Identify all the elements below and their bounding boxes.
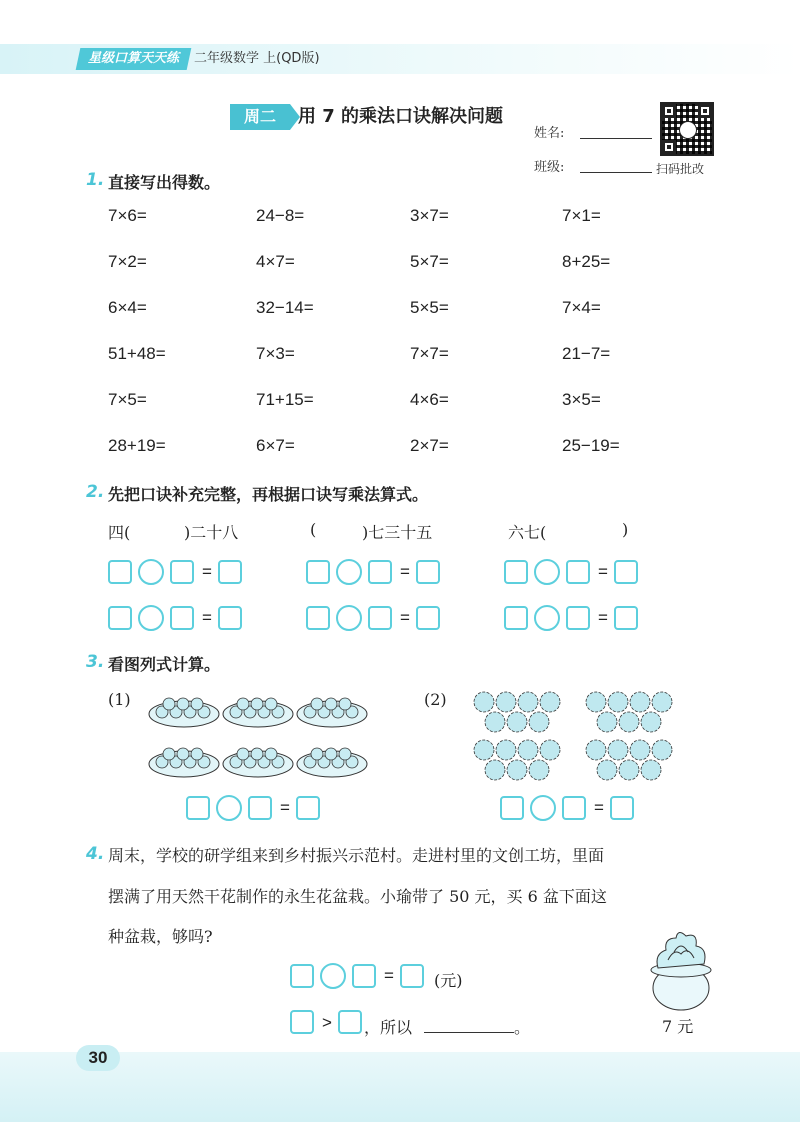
equals-sign: = bbox=[400, 562, 410, 581]
arithmetic-problem: 28+19= bbox=[108, 436, 166, 455]
section-3-heading: 看图列式计算。 bbox=[108, 655, 221, 674]
conclusion-period: 。 bbox=[514, 1018, 531, 1037]
part-2-label: (2) bbox=[424, 690, 447, 709]
arithmetic-problem: 7×2= bbox=[108, 252, 147, 271]
equals-sign: = bbox=[598, 562, 608, 581]
answer-box[interactable] bbox=[306, 560, 330, 584]
scan-label: 扫码批改 bbox=[656, 162, 705, 176]
equals-sign: = bbox=[400, 608, 410, 627]
section-1-heading: 直接写出得数。 bbox=[108, 173, 221, 192]
answer-box[interactable] bbox=[296, 796, 320, 820]
arithmetic-problem: 3×7= bbox=[410, 206, 449, 225]
answer-box[interactable] bbox=[500, 796, 524, 820]
answer-box[interactable] bbox=[218, 560, 242, 584]
answer-box[interactable] bbox=[504, 606, 528, 630]
strawberry-plates-illustration bbox=[148, 688, 380, 784]
operator-circle[interactable] bbox=[216, 795, 242, 821]
section-1-number: 1. bbox=[86, 170, 105, 190]
answer-box[interactable] bbox=[338, 1010, 362, 1034]
arithmetic-problem: 5×5= bbox=[410, 298, 449, 317]
arithmetic-problem: 4×7= bbox=[256, 252, 295, 271]
answer-box[interactable] bbox=[614, 606, 638, 630]
answer-box[interactable] bbox=[400, 964, 424, 988]
operator-circle[interactable] bbox=[138, 559, 164, 585]
equals-sign: = bbox=[598, 608, 608, 627]
operator-circle[interactable] bbox=[336, 559, 362, 585]
page-number: 30 bbox=[76, 1045, 120, 1071]
section-4-number: 4. bbox=[86, 844, 105, 864]
arithmetic-problem: 2×7= bbox=[410, 436, 449, 455]
answer-box[interactable] bbox=[108, 560, 132, 584]
equals-sign: = bbox=[384, 966, 394, 985]
class-blank[interactable] bbox=[580, 172, 652, 173]
arithmetic-problem: 7×5= bbox=[108, 390, 147, 409]
answer-box[interactable] bbox=[562, 796, 586, 820]
answer-box[interactable] bbox=[416, 606, 440, 630]
arithmetic-problem: 4×6= bbox=[410, 390, 449, 409]
equals-sign: = bbox=[594, 798, 604, 817]
answer-box[interactable] bbox=[170, 606, 194, 630]
answer-box[interactable] bbox=[290, 1010, 314, 1034]
answer-box[interactable] bbox=[614, 560, 638, 584]
arithmetic-problem: 21−7= bbox=[562, 344, 611, 363]
equals-sign: = bbox=[202, 608, 212, 627]
answer-box[interactable] bbox=[416, 560, 440, 584]
answer-box[interactable] bbox=[186, 796, 210, 820]
answer-box[interactable] bbox=[610, 796, 634, 820]
answer-box[interactable] bbox=[566, 560, 590, 584]
answer-box[interactable] bbox=[306, 606, 330, 630]
answer-box[interactable] bbox=[352, 964, 376, 988]
operator-circle[interactable] bbox=[138, 605, 164, 631]
section-2-heading: 先把口诀补充完整，再根据口诀写乘法算式。 bbox=[108, 485, 429, 504]
arithmetic-problem: 7×7= bbox=[410, 344, 449, 363]
operator-circle[interactable] bbox=[534, 559, 560, 585]
conclusion-blank[interactable] bbox=[424, 1032, 514, 1033]
arithmetic-problem: 32−14= bbox=[256, 298, 314, 317]
footer-band bbox=[0, 1052, 800, 1122]
rhyme-3-left: 六七( bbox=[508, 523, 547, 542]
answer-box[interactable] bbox=[170, 560, 194, 584]
arithmetic-problem: 3×5= bbox=[562, 390, 601, 409]
series-tag: 星级口算天天练 bbox=[76, 48, 192, 70]
operator-circle[interactable] bbox=[534, 605, 560, 631]
problem-text-line-3: 种盆栽，够吗? bbox=[108, 927, 213, 946]
name-label: 姓名: bbox=[534, 126, 565, 141]
rhyme-3-right: ) bbox=[622, 520, 629, 539]
part-1-label: (1) bbox=[108, 690, 131, 709]
answer-box[interactable] bbox=[566, 606, 590, 630]
answer-box[interactable] bbox=[290, 964, 314, 988]
rhyme-1-left: 四( bbox=[108, 523, 131, 542]
rhyme-2-left: ( bbox=[310, 520, 317, 539]
arithmetic-problem: 7×6= bbox=[108, 206, 147, 225]
arithmetic-problem: 5×7= bbox=[410, 252, 449, 271]
arithmetic-problem: 7×1= bbox=[562, 206, 601, 225]
equals-sign: = bbox=[202, 562, 212, 581]
day-badge: 周二 bbox=[230, 104, 290, 130]
section-3-number: 3. bbox=[86, 652, 105, 672]
price-label: 7 元 bbox=[662, 1017, 694, 1036]
answer-box[interactable] bbox=[368, 606, 392, 630]
arithmetic-problem: 7×4= bbox=[562, 298, 601, 317]
answer-box[interactable] bbox=[218, 606, 242, 630]
arithmetic-problem: 6×4= bbox=[108, 298, 147, 317]
problem-text-line-2: 摆满了用天然干花制作的永生花盆栽。小瑜带了 50 元，买 6 盆下面这 bbox=[108, 887, 607, 906]
yuan-unit: (元) bbox=[434, 971, 463, 990]
arithmetic-problem: 51+48= bbox=[108, 344, 166, 363]
problem-text-line-1: 周末，学校的研学组来到乡村振兴示范村。走进村里的文创工坊，里面 bbox=[108, 846, 605, 865]
arithmetic-problem: 8+25= bbox=[562, 252, 611, 271]
arithmetic-problem: 25−19= bbox=[562, 436, 620, 455]
greater-than-sign: > bbox=[322, 1013, 332, 1032]
rhyme-2-right: )七三十五 bbox=[362, 523, 433, 542]
arithmetic-problem: 7×3= bbox=[256, 344, 295, 363]
arithmetic-problem: 6×7= bbox=[256, 436, 295, 455]
operator-circle[interactable] bbox=[336, 605, 362, 631]
class-label: 班级: bbox=[534, 160, 565, 175]
answer-box[interactable] bbox=[108, 606, 132, 630]
answer-box[interactable] bbox=[248, 796, 272, 820]
potted-plant-illustration bbox=[644, 924, 718, 1012]
equals-sign: = bbox=[280, 798, 290, 817]
arithmetic-problem: 71+15= bbox=[256, 390, 314, 409]
conclusion-text: ，所以 bbox=[364, 1018, 413, 1037]
answer-box[interactable] bbox=[368, 560, 392, 584]
rhyme-1-right: )二十八 bbox=[184, 523, 239, 542]
qr-code-icon[interactable] bbox=[660, 102, 714, 156]
operator-circle[interactable] bbox=[530, 795, 556, 821]
section-2-number: 2. bbox=[86, 482, 105, 502]
arithmetic-problem: 24−8= bbox=[256, 206, 305, 225]
name-blank[interactable] bbox=[580, 138, 652, 139]
page-title: 用 7 的乘法口诀解决问题 bbox=[298, 106, 504, 127]
operator-circle[interactable] bbox=[320, 963, 346, 989]
book-subtitle: 二年级数学 上(QD版) bbox=[194, 51, 320, 66]
cookie-groups-illustration bbox=[466, 690, 686, 782]
answer-box[interactable] bbox=[504, 560, 528, 584]
